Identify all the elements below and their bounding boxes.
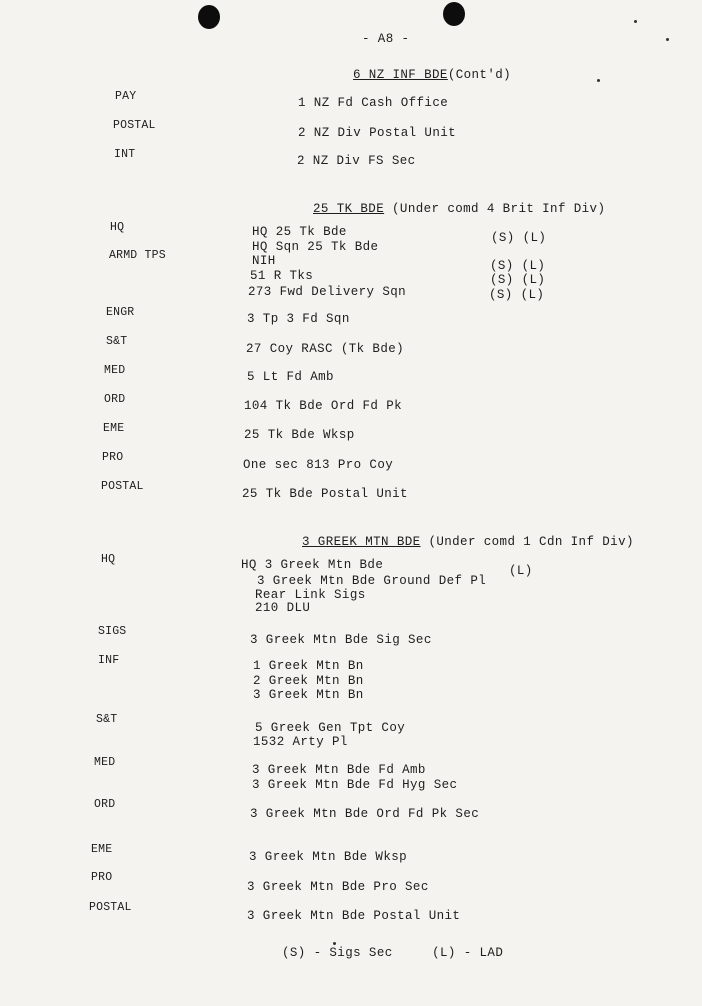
inf-line: 2 Greek Mtn Bn	[253, 674, 364, 688]
row-unit: One sec 813 Pro Coy	[243, 458, 394, 472]
row-label: ORD	[94, 798, 116, 811]
row-unit: 1 NZ Fd Cash Office	[298, 96, 449, 110]
row-unit: 25 Tk Bde Postal Unit	[242, 487, 408, 501]
section1-title-text: 6 NZ INF BDE	[353, 68, 448, 82]
row-label: EME	[103, 422, 125, 435]
hq-line: Rear Link Sigs	[255, 588, 366, 602]
med-label: MED	[94, 756, 116, 769]
armd-line: 273 Fwd Delivery Sqn	[248, 285, 407, 299]
page-number: - A8 -	[362, 32, 410, 46]
row-unit: 25 Tk Bde Wksp	[244, 428, 355, 442]
row-label: POSTAL	[113, 119, 156, 132]
punch-hole-left	[198, 5, 220, 29]
row-unit: 3 Tp 3 Fd Sqn	[247, 312, 350, 326]
armd-line: 51 R Tks	[250, 269, 314, 283]
speck	[634, 20, 637, 23]
st-line: 1532 Arty Pl	[253, 735, 348, 749]
hq-label: HQ	[101, 553, 116, 566]
hq-line: HQ 25 Tk Bde	[252, 225, 347, 239]
row-label: PRO	[102, 451, 124, 464]
row-unit: 2 NZ Div Postal Unit	[298, 126, 457, 140]
row-unit: 3 Greek Mtn Bde Wksp	[249, 850, 408, 864]
row-label: INT	[114, 148, 136, 161]
row-unit: 5 Lt Fd Amb	[247, 370, 334, 384]
section3-title	[302, 535, 634, 549]
sigs-unit: 3 Greek Mtn Bde Sig Sec	[250, 633, 432, 647]
speck	[666, 38, 669, 41]
footnote: (S) - Sigs Sec (L) - LAD	[282, 946, 504, 960]
armd-codes: (S) (L)	[489, 288, 545, 302]
section1-title	[353, 68, 511, 82]
row-label: ENGR	[106, 306, 135, 319]
row-label: PRO	[91, 871, 113, 884]
row-label: PAY	[115, 90, 137, 103]
inf-line: 3 Greek Mtn Bn	[253, 688, 364, 702]
inf-label: INF	[98, 654, 120, 667]
row-label: ORD	[104, 393, 126, 406]
section2-title-text: 25 TK BDE	[313, 202, 385, 216]
section3-title-text: 3 GREEK MTN BDE	[302, 535, 421, 549]
speck	[333, 942, 336, 945]
armd-line: NIH	[252, 254, 276, 268]
st-line: 5 Greek Gen Tpt Coy	[255, 721, 406, 735]
row-unit: 27 Coy RASC (Tk Bde)	[246, 342, 405, 356]
row-unit: 3 Greek Mtn Bde Postal Unit	[247, 909, 461, 923]
armd-codes: (S) (L)	[490, 273, 546, 287]
inf-line: 1 Greek Mtn Bn	[253, 659, 364, 673]
row-label: MED	[104, 364, 126, 377]
row-unit: 104 Tk Bde Ord Fd Pk	[244, 399, 403, 413]
sigs-label: SIGS	[98, 625, 127, 638]
hq-line: 3 Greek Mtn Bde Ground Def Pl	[257, 574, 487, 588]
hq-line: 210 DLU	[255, 601, 311, 615]
hq-label: HQ	[110, 221, 125, 234]
row-unit: 3 Greek Mtn Bde Pro Sec	[247, 880, 429, 894]
med-line: 3 Greek Mtn Bde Fd Hyg Sec	[252, 778, 458, 792]
row-label: S&T	[106, 335, 128, 348]
row-unit: 2 NZ Div FS Sec	[297, 154, 416, 168]
hq-line: HQ 3 Greek Mtn Bde	[241, 558, 384, 572]
hq-line: HQ Sqn 25 Tk Bde	[252, 240, 379, 254]
row-label: POSTAL	[89, 901, 132, 914]
armd-codes: (S) (L)	[490, 259, 546, 273]
section2-title	[313, 202, 605, 216]
hq-code: (L)	[509, 564, 533, 578]
hq-codes: (S) (L)	[491, 231, 547, 245]
section2-title-suffix: (Under comd 4 Brit Inf Div)	[392, 202, 606, 216]
row-label: POSTAL	[101, 480, 144, 493]
armd-label: ARMD TPS	[109, 249, 166, 262]
section3-title-suffix: (Under comd 1 Cdn Inf Div)	[428, 535, 634, 549]
punch-hole-right	[443, 2, 465, 26]
speck	[597, 79, 600, 82]
row-label: EME	[91, 843, 113, 856]
section1-title-suffix: (Cont'd)	[447, 68, 512, 82]
med-line: 3 Greek Mtn Bde Fd Amb	[252, 763, 426, 777]
row-unit: 3 Greek Mtn Bde Ord Fd Pk Sec	[250, 807, 480, 821]
st-label: S&T	[96, 713, 118, 726]
